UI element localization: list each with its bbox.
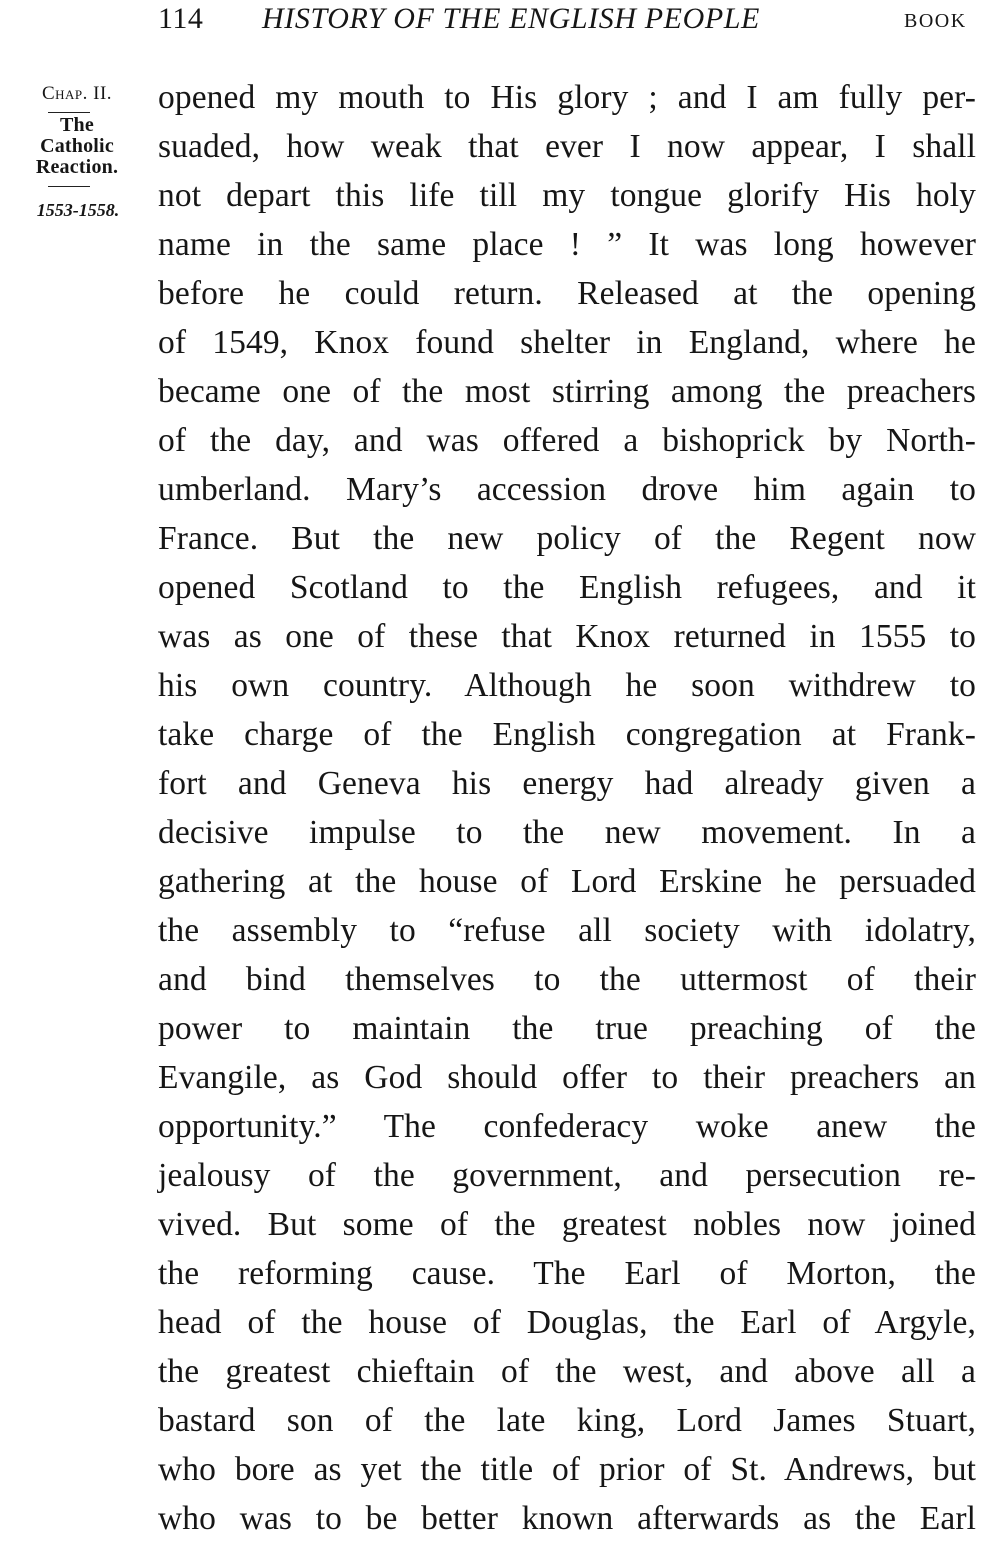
text-line: not depart this life till my tongue glorify His holy [158,177,976,214]
text-line: the greatest chieftain of the west, and above all a [158,1353,976,1390]
text-line: take charge of the English congregation at Frank- [158,716,976,753]
text-line: power to maintain the true preaching of the [158,1010,976,1047]
text-line: jealousy of the government, and persecution re- [158,1157,976,1194]
text-line: bastard son of the late king, Lord James Stuart, [158,1402,976,1439]
text-line: of the day, and was offered a bishoprick by North- [158,422,976,459]
text-line: became one of the most stirring among the preachers [158,373,976,410]
text-line: France. But the new policy of the Regent now [158,520,976,557]
date-range: 1553-1558. [36,200,120,220]
text-line: his own country. Although he soon withdrew to [158,667,976,704]
text-line: opened my mouth to His glory ; and I am fully per- [158,79,976,116]
text-line: name in the same place ! ” It was long however [158,226,976,263]
text-line: opened Scotland to the English refugees, and it [158,569,976,606]
side-heading [0,115,150,178]
text-line: of 1549, Knox found shelter in England, where he [158,324,976,361]
text-line: before he could return. Released at the opening [158,275,976,312]
text-line: the assembly to “refuse all society with idolatry, [158,912,976,949]
text-line: was as one of these that Knox returned in 1555 to [158,618,976,655]
text-line: opportunity.” The confederacy woke anew the [158,1108,976,1145]
text-line: gathering at the house of Lord Erskine he persuaded [158,863,976,900]
side-heading-line: Reaction. [35,156,119,178]
text-line: umberland. Mary’s accession drove him again to [158,471,976,508]
text-line: who bore as yet the title of prior of St. Andrews, but [158,1451,976,1488]
margin-notes [0,82,150,221]
text-line: decisive impulse to the new movement. In a [158,814,976,851]
text-line: fort and Geneva his energy had already given a [158,765,976,802]
body-text [158,73,976,1543]
text-line: and bind themselves to the uttermost of their [158,961,976,998]
margin-rule-top [48,112,90,113]
text-line: the reforming cause. The Earl of Morton, the [158,1255,976,1292]
margin-rule-bottom [48,186,90,187]
chapter-label: Chap. II. [41,83,113,104]
text-line: vived. But some of the greatest nobles now joined [158,1206,976,1243]
running-book-label: BOOK [904,10,967,32]
side-heading-line: The [60,114,94,136]
running-head [0,0,1000,50]
page-number: 114 [158,2,204,35]
text-line: Evangile, as God should offer to their preachers an [158,1059,976,1096]
running-title: HISTORY OF THE ENGLISH PEOPLE [262,2,760,35]
text-line: who was to be better known afterwards as the Earl [158,1500,976,1537]
side-heading-line: Catholic [40,135,114,157]
text-line: suaded, how weak that ever I now appear, I shall [158,128,976,165]
text-line: head of the house of Douglas, the Earl of Argyle, [158,1304,976,1341]
